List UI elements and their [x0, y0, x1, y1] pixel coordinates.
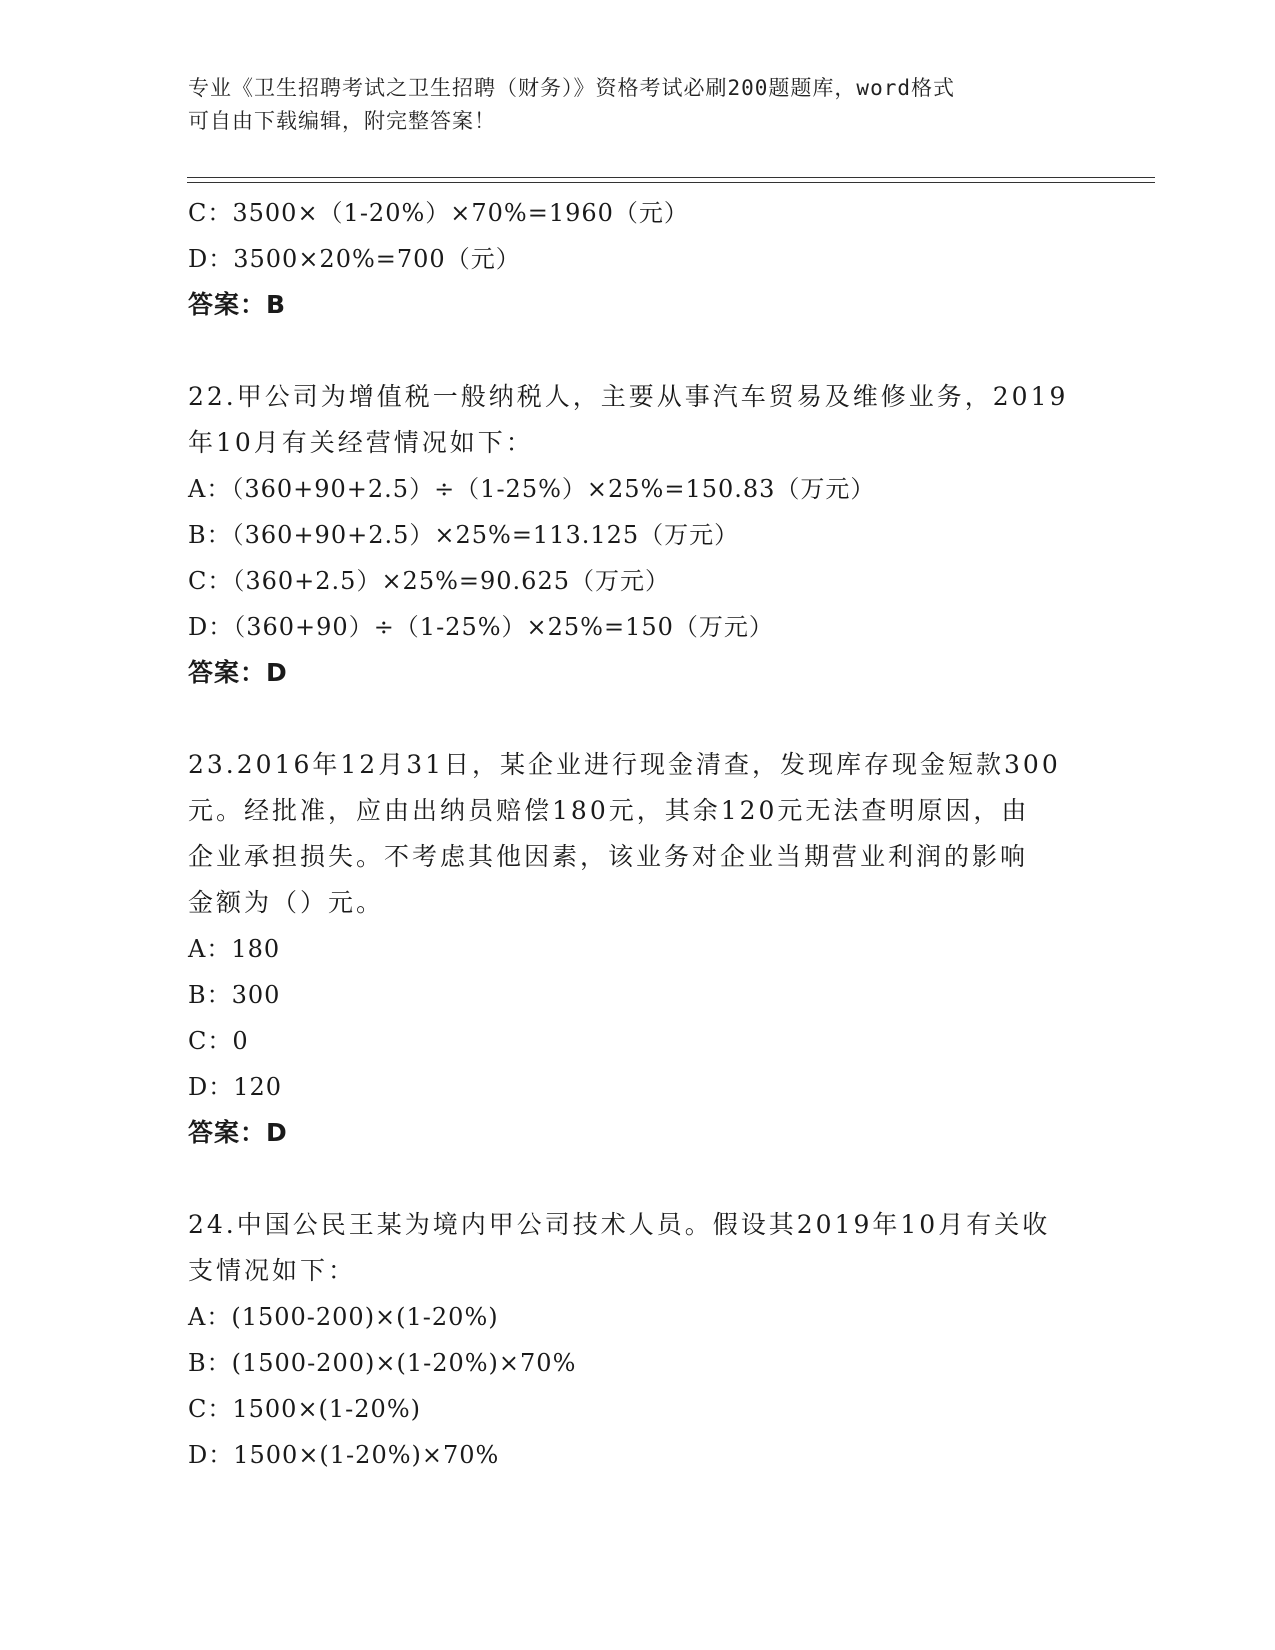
option-d: D：1500×(1-20%)×70% — [188, 1441, 500, 1469]
question-stem-line: 金额为（）元。 — [188, 888, 385, 917]
header-line-2: 可自由下载编辑，附完整答案！ — [188, 109, 496, 133]
question-24 — [188, 1202, 1088, 1478]
option-d: D：3500×20%=700（元） — [188, 245, 521, 273]
option-b: B：300 — [188, 981, 281, 1009]
header-divider-bottom — [187, 182, 1155, 183]
question-stem-line: 23.2016年12月31日，某企业进行现金清查，发现库存现金短款300 — [188, 750, 1061, 779]
option-b: B：（360+90+2.5）×25%=113.125（万元） — [188, 521, 740, 549]
option-c: C：0 — [188, 1027, 249, 1055]
header-divider-top — [187, 177, 1155, 178]
option-d: D：120 — [188, 1073, 283, 1101]
answer-line: 答案：D — [188, 1118, 288, 1147]
answer-line: 答案：B — [188, 290, 287, 319]
question-stem-line: 元。经批准，应由出纳员赔偿180元，其余120元无法查明原因，由 — [188, 796, 1030, 825]
previous-question-tail — [188, 190, 1088, 328]
document-header — [188, 72, 1068, 138]
option-a: A：(1500-200)×(1-20%) — [188, 1303, 499, 1331]
option-a: A：180 — [188, 935, 281, 963]
option-d: D：（360+90）÷（1-25%）×25%=150（万元） — [188, 613, 774, 641]
option-c: C：1500×(1-20%) — [188, 1395, 421, 1423]
header-line-1: 专业《卫生招聘考试之卫生招聘（财务）》资格考试必刷200题题库，word格式 — [188, 76, 955, 100]
question-stem-line: 22.甲公司为增值税一般纳税人，主要从事汽车贸易及维修业务，2019 — [188, 382, 1069, 411]
question-22 — [188, 374, 1088, 696]
question-stem-line: 支情况如下： — [188, 1256, 357, 1285]
option-b: B：(1500-200)×(1-20%)×70% — [188, 1349, 577, 1377]
option-a: A：（360+90+2.5）÷（1-25%）×25%=150.83（万元） — [188, 475, 876, 503]
answer-line: 答案：D — [188, 658, 288, 687]
option-c: C：（360+2.5）×25%=90.625（万元） — [188, 567, 670, 595]
question-23 — [188, 742, 1088, 1156]
option-c: C：3500×（1-20%）×70%=1960（元） — [188, 199, 689, 227]
question-content — [188, 190, 1088, 1478]
question-stem-line: 企业承担损失。不考虑其他因素，该业务对企业当期营业利润的影响 — [188, 842, 1029, 871]
question-stem-line: 24.中国公民王某为境内甲公司技术人员。假设其2019年10月有关收 — [188, 1210, 1051, 1239]
question-stem-line: 年10月有关经营情况如下： — [188, 428, 534, 457]
